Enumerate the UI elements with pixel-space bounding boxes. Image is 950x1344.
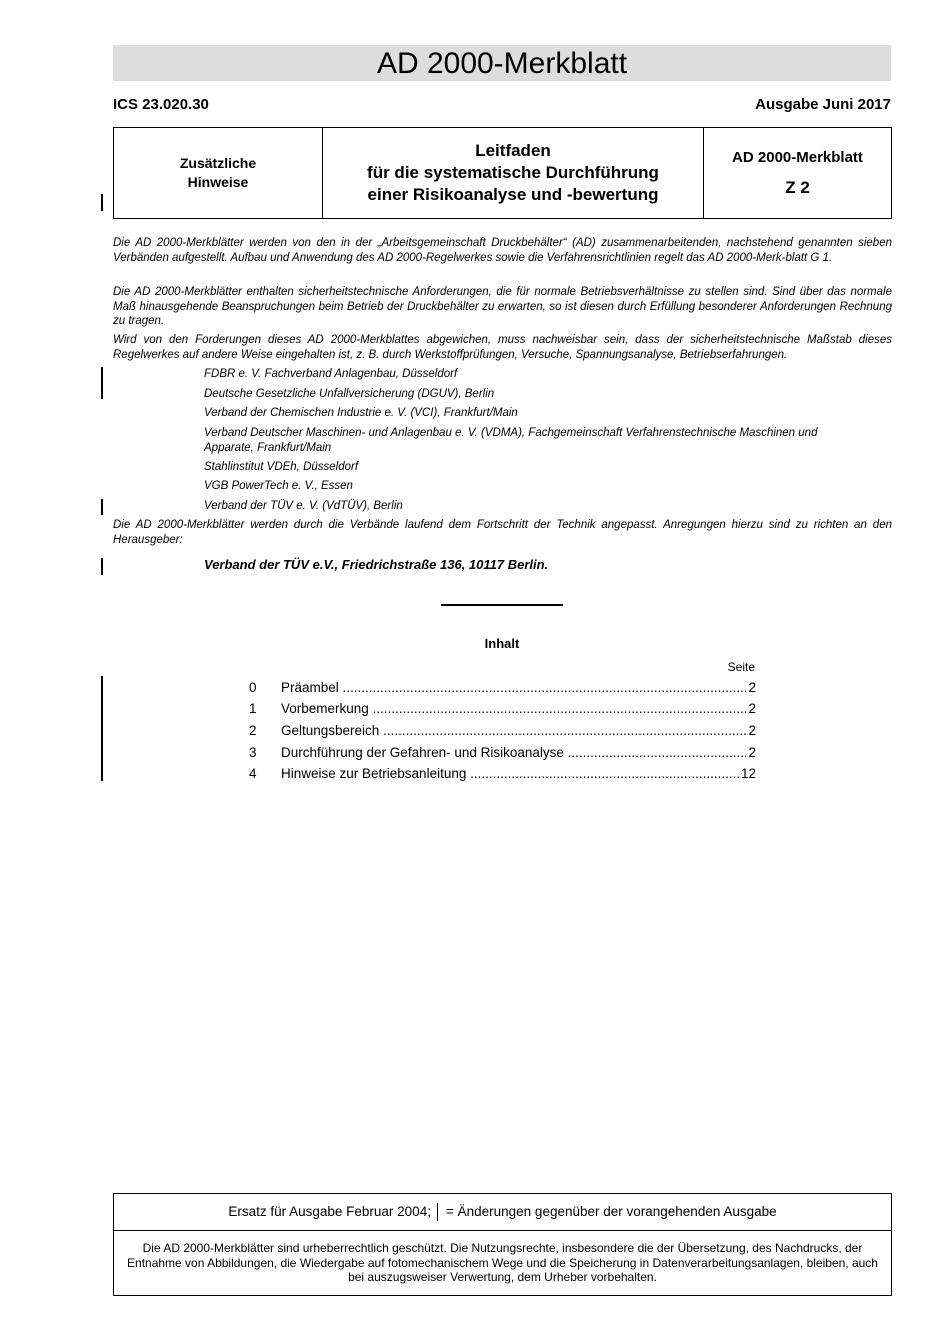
member-item: Deutsche Gesetzliche Unfallversicherung (DGUV), Berlin xyxy=(204,388,495,400)
intro-paragraph-1: Die AD 2000-Merkblätter werden von den in der „Arbeitsgemeinschaft Druckbehälter“ (AD) zusammenarbeitenden, nachstehend genannten sieben Verbänden aufgestellt. Aufbau und Anwendung des AD 2000-Regelwerkes sowie die Verfahrensrichtlinien regelt das AD 2000-Merk-blatt G 1. xyxy=(113,237,892,264)
member-item: Verband der Chemischen Industrie e. V. (VCI), Frankfurt/Main xyxy=(204,407,518,419)
sheet-cell xyxy=(704,128,892,219)
copyright-notice: Die AD 2000-Merkblätter sind urheberrechtlich geschützt. Die Nutzungsrechte, insbesondere die der Übersetzung, des Nachdrucks, der Entnahme von Abbildungen, die Wiedergabe auf fotomechanischem Wege und die Speicherung in Datenverarbeitungsanlagen, bleiben, auch bei auszugsweiser Verwertung, dem Urheber vorbehalten. xyxy=(127,1241,878,1284)
footer-box xyxy=(113,1193,892,1296)
toc-entry-page: 2 xyxy=(748,701,756,716)
changes-legend: = Änderungen gegenüber der vorangehenden Ausgabe xyxy=(445,1204,777,1219)
toc-entry-label: Präambel ..... xyxy=(281,680,746,696)
toc-page-header: Seite xyxy=(727,660,755,674)
toc-entry-page: 2 xyxy=(748,680,756,695)
subject-line-3: einer Risikoanalyse und -bewertung xyxy=(367,185,659,204)
separator-line xyxy=(441,604,563,606)
toc-entry-number: 4 xyxy=(249,766,257,781)
member-item: Verband Deutscher Maschinen- und Anlagenbau e. V. (VDMA), Fachgemeinschaft Verfahrenstechnische Maschinen und Apparate, Frankfurt/Main xyxy=(204,427,818,454)
toc-entry-label: Geltungsbereich ..... xyxy=(281,723,746,739)
toc-entry-number: 2 xyxy=(249,723,257,738)
ics-code: ICS 23.020.30 xyxy=(113,96,209,113)
change-bar xyxy=(101,499,103,515)
intro-paragraph-3: Wird von den Forderungen dieses AD 2000-Merkblattes abgewichen, muss nachweisbar sein, dass der sicherheitstechnische Maßstab dieses Regelwerkes auf andere Weise eingehalten ist, z. B. durch Werkstoffprüfungen, Versuche, Spannungsanalyse, Betriebserfahrungen. xyxy=(113,334,892,361)
document-title: AD 2000-Merkblatt xyxy=(113,45,891,81)
toc-entry[interactable] xyxy=(249,680,756,696)
toc-entry[interactable] xyxy=(249,723,756,739)
toc-entry-label: Vorbemerkung ..... xyxy=(281,701,746,717)
toc-entry-number: 3 xyxy=(249,745,257,760)
toc-entry-number: 1 xyxy=(249,701,257,716)
change-bar xyxy=(101,194,103,211)
member-item: Stahlinstitut VDEh, Düsseldorf xyxy=(204,461,359,473)
intro-paragraph-2: Die AD 2000-Merkblätter enthalten sicherheitstechnische Anforderungen, die für normale Betriebsverhältnisse zu stellen sind. Sind über das normale Maß hinausgehende Beanspruchungen beim Betrieb der Druckbehälter zu erwarten, so ist diesen durch Erfüllung besonderer Anforderungen Rechnung zu tragen. xyxy=(113,286,892,327)
footer-replacement-row xyxy=(114,1194,891,1231)
toc-title: Inhalt xyxy=(484,636,520,651)
toc-entry[interactable] xyxy=(249,766,756,782)
replacement-note: Ersatz für Ausgabe Februar 2004; xyxy=(228,1204,431,1219)
category-cell xyxy=(114,128,323,219)
header-table xyxy=(113,127,892,219)
category-line-2: Hinweise xyxy=(187,174,249,190)
toc-entry-label: Hinweise zur Betriebsanleitung ..... xyxy=(281,766,739,782)
category-line-1: Zusätzliche xyxy=(179,155,257,171)
toc-entry-page: 2 xyxy=(748,723,756,738)
subject-line-2: für die systematische Durchführung xyxy=(367,163,659,182)
subject-cell xyxy=(323,128,704,219)
member-item: FDBR e. V. Fachverband Anlagenbau, Düsseldorf xyxy=(204,368,458,380)
member-item: Verband der TÜV e. V. (VdTÜV), Berlin xyxy=(204,500,403,512)
toc-entry[interactable] xyxy=(249,701,756,717)
toc-entry-page: 2 xyxy=(748,745,756,760)
intro-paragraph-4: Die AD 2000-Merkblätter werden durch die Verbände laufend dem Fortschritt der Technik angepasst. Anregungen hierzu sind zu richten an den Herausgeber: xyxy=(113,519,892,546)
toc-entry-label: Durchführung der Gefahren- und Risikoanalyse ..... xyxy=(281,745,746,761)
change-bar-legend-icon xyxy=(437,1203,439,1221)
toc-entry[interactable] xyxy=(249,745,756,761)
change-bar xyxy=(101,367,103,399)
subject-line-1: Leitfaden xyxy=(475,141,551,160)
sheet-code: Z 2 xyxy=(785,177,810,197)
change-bar xyxy=(101,676,103,781)
edition-date: Ausgabe Juni 2017 xyxy=(755,96,891,113)
toc-entry-number: 0 xyxy=(249,680,257,695)
toc-entry-page: 12 xyxy=(740,766,756,781)
publisher-address: Verband der TÜV e.V., Friedrichstraße 136, 10117 Berlin. xyxy=(204,557,549,572)
change-bar xyxy=(101,558,103,575)
member-item: VGB PowerTech e. V., Essen xyxy=(204,480,353,492)
sheet-label: AD 2000-Merkblatt xyxy=(732,148,863,166)
